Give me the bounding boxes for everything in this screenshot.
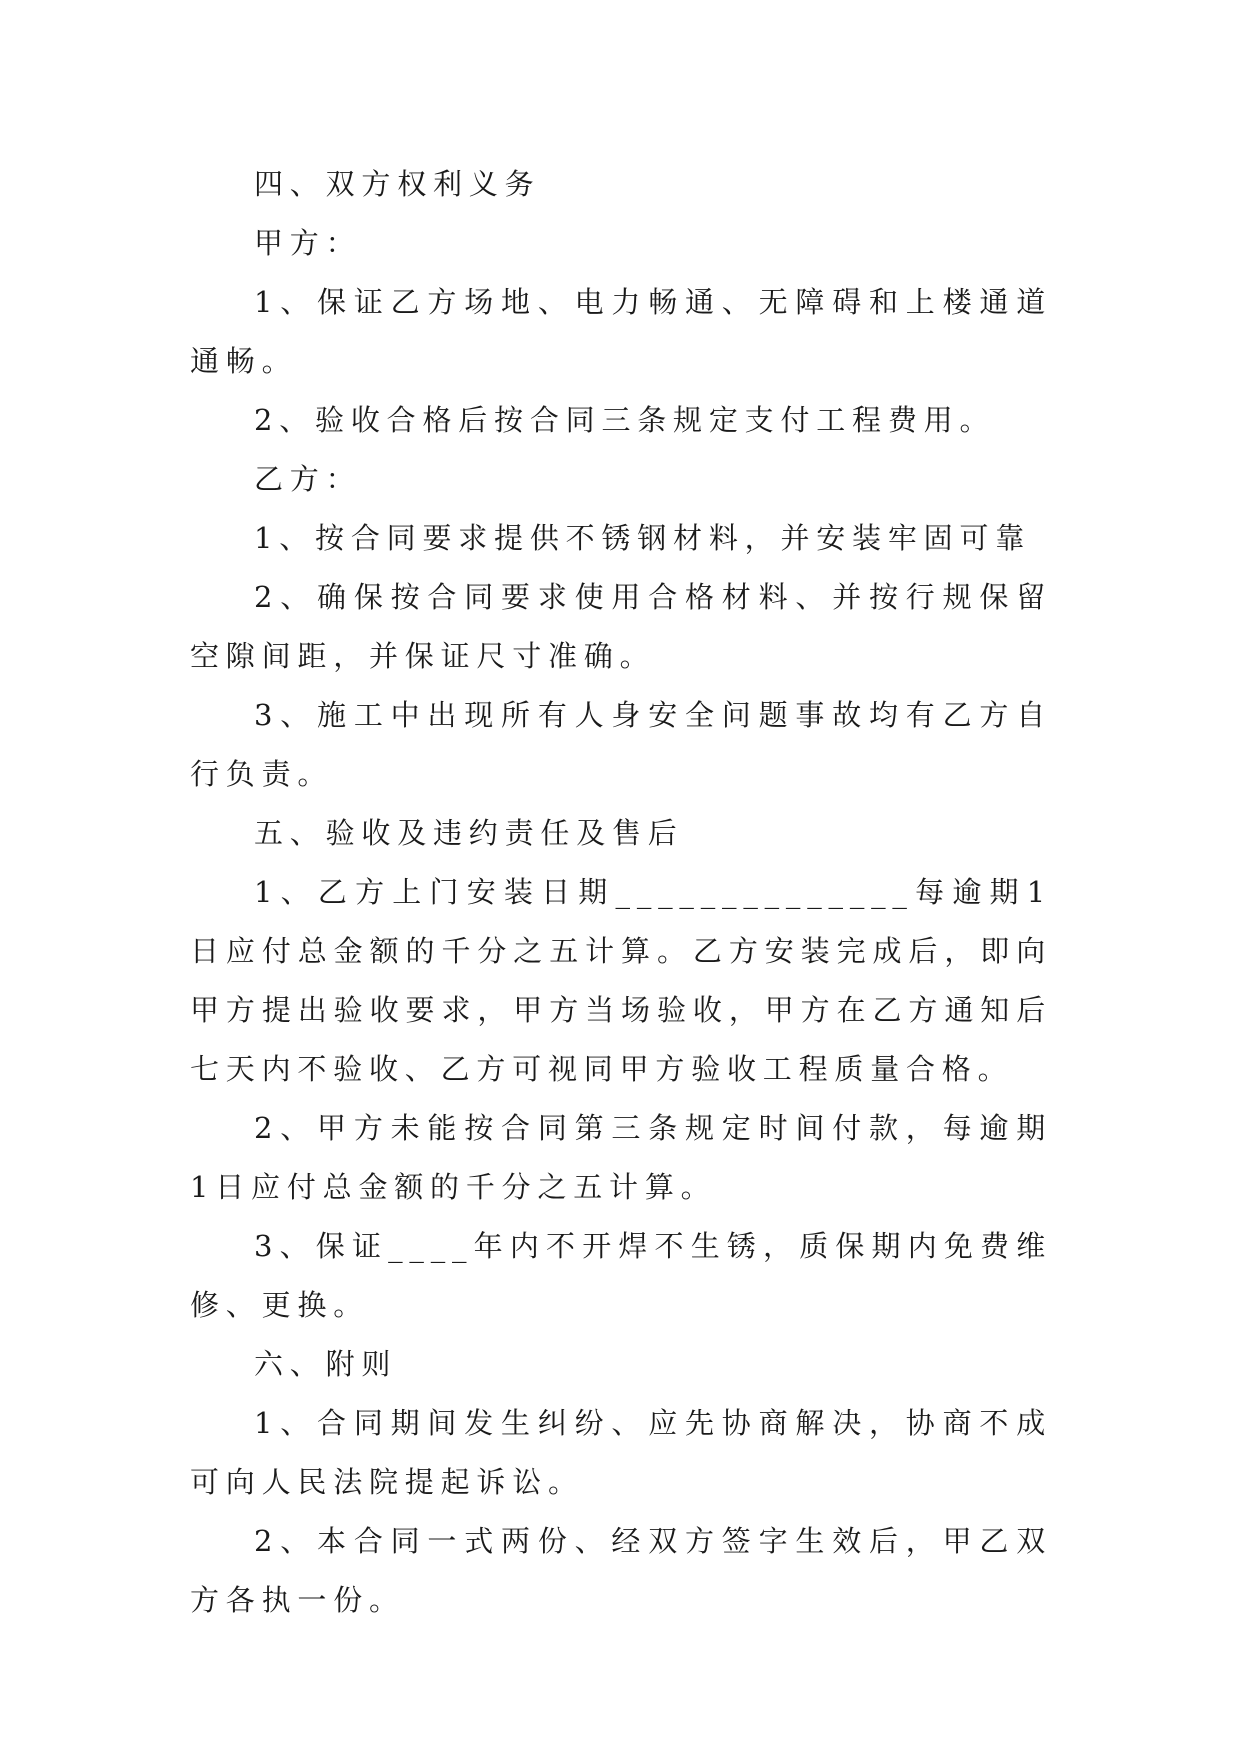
party-a-clause-1: 1、保证乙方场地、电力畅通、无障碍和上楼通道通畅。	[190, 285, 1052, 378]
acceptance-clause-1: 1、乙方上门安装日期______________每逾期1日应付总金额的千分之五计算。乙方安装完成后，即向甲方提出验收要求，甲方当场验收，甲方在乙方通知后七天内不验收、乙方可视同甲方验收工程质量合格。	[190, 875, 1052, 1086]
acceptance-clause-3: 3、保证____年内不开焊不生锈，质保期内免费维修、更换。	[190, 1229, 1052, 1322]
party-a-label: 甲方：	[254, 226, 362, 260]
party-b-clause-3: 3、施工中出现所有人身安全问题事故均有乙方自行负责。	[190, 698, 1052, 791]
party-b-label: 乙方：	[254, 462, 362, 496]
party-b-clause-2: 2、确保按合同要求使用合格材料、并按行规保留空隙间距，并保证尺寸准确。	[190, 580, 1052, 673]
section-heading-rights-obligations: 四、双方权利义务	[254, 167, 541, 201]
section-heading-supplementary: 六、附则	[254, 1347, 398, 1381]
acceptance-clause-2: 2、甲方未能按合同第三条规定时间付款，每逾期1日应付总金额的千分之五计算。	[190, 1111, 1052, 1204]
section-heading-acceptance-liability: 五、验收及违约责任及售后	[254, 816, 684, 850]
party-a-clause-2: 2、验收合格后按合同三条规定支付工程费用。	[254, 403, 996, 437]
party-b-clause-1: 1、按合同要求提供不锈钢材料，并安装牢固可靠	[254, 521, 1032, 555]
contract-body	[190, 155, 1052, 1630]
supplementary-clause-2: 2、本合同一式两份、经双方签字生效后，甲乙双方各执一份。	[190, 1524, 1052, 1617]
supplementary-clause-1: 1、合同期间发生纠纷、应先协商解决，协商不成可向人民法院提起诉讼。	[190, 1406, 1052, 1499]
